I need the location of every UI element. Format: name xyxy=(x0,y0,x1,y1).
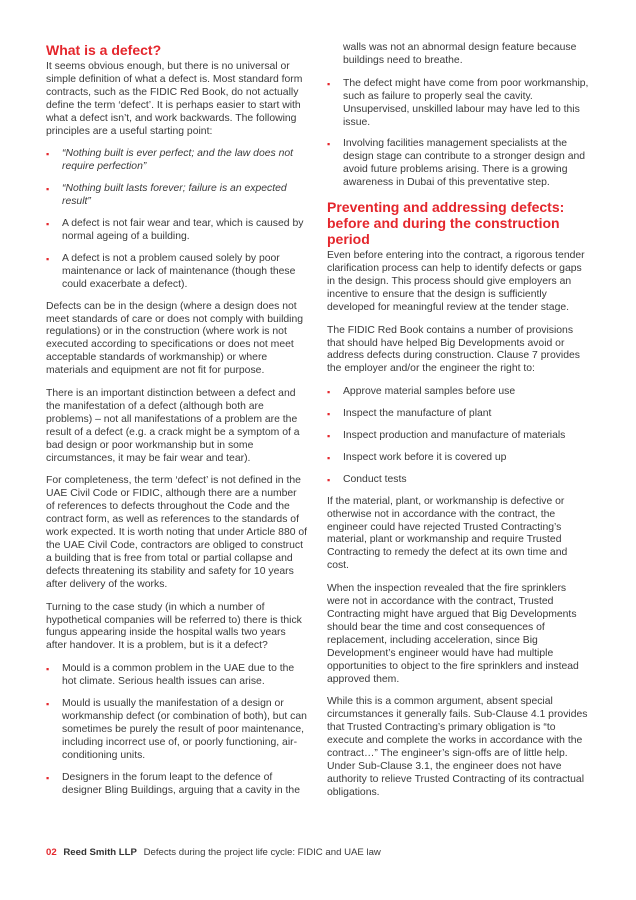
list-item: ▪ Inspect the manufacture of plant xyxy=(327,408,591,421)
paragraph: There is an important distinction between a defect and the manifestation of a defect (although both are problems) – not all manifestations of a problem are the result of a defect (e.g. a crack might be a symptom of a bad design or poor workmanship but in some circumstances, it may be fair wear and tear). xyxy=(46,388,300,464)
case-study-list xyxy=(46,663,308,797)
paragraph: Defects can be in the design (where a design does not meet standards of care or does not comply with building regulations) or in the construction (where work is not executed according to specifications or does not meet acceptable standards of workmanship) or where materials and equipment are not fit for purpose. xyxy=(46,300,304,377)
principles-list xyxy=(46,148,308,291)
list-item: ▪ “Nothing built is ever perfect; and the law does not require perfection” xyxy=(46,148,308,174)
document-title: Defects during the project life cycle: FIDIC and UAE law xyxy=(143,847,381,858)
paragraph: For completeness, the term ‘defect’ is not defined in the UAE Civil Code or FIDIC, although there are a number of references to defects throughout the Code and the contract form, as well as references to the standards of work expected. It is worth noting that under Article 880 of the UAE Civil Code, contractors are obliged to construct a building that is free from total or partial collapse and defects threatening its stability and safety for 10 years after delivery of the works. xyxy=(46,475,308,590)
list-item: ▪ Approve material samples before use xyxy=(327,386,591,399)
intro-paragraph: It seems obvious enough, but there is no universal or simple definition of what a defect is. Most standard form contracts, such as the FIDIC Red Book, do not actually define the term ‘defect’. It is perhaps easier to start with what a defect isn’t, and work backwards. The following principles are a useful starting point: xyxy=(46,61,303,137)
engineer-rights-list xyxy=(327,386,591,487)
paragraph: Even before entering into the contract, a rigorous tender clarification process can help to identify defects or gaps in the design. This process should give employers an incentive to ensure that the design is sufficiently developed for meaningful review at the tender stage. xyxy=(327,250,585,313)
list-item: ▪ “Nothing built lasts forever; failure is an expected result” xyxy=(46,183,308,209)
left-column xyxy=(46,42,308,806)
paragraph: If the material, plant, or workmanship is defective or otherwise not in accordance with the contract, the engineer could have rejected Trusted Contracting’s material, plant or workmanship and require Trusted Contracting to remedy the defect at its own time and cost. xyxy=(327,495,568,572)
section-heading-what-is-a-defect: What is a defect? xyxy=(46,42,162,58)
page-number: 02 xyxy=(46,847,57,858)
list-item: ▪ Mould is a common problem in the UAE due to the hot climate. Serious health issues can arise. xyxy=(46,663,308,689)
paragraph: Turning to the case study (in which a number of hypothetical companies will be referred to) there is thick fungus appearing inside the hospital walls two years after handover. It is a problem, but is it a defect? xyxy=(46,601,302,652)
firm-name: Reed Smith LLP xyxy=(63,847,137,858)
list-item: ▪ Inspect production and manufacture of materials xyxy=(327,430,591,443)
section-heading-preventing-defects: Preventing and addressing defects: before and during the construction period xyxy=(327,199,565,248)
paragraph: When the inspection revealed that the fire sprinklers were not in accordance with the contract, Trusted Contracting might have argued that Big Developments should bear the time and cost consequences of replacement, including acceleration, since Big Development’s engineer would have had multiple opportunities to object to the fire sprinklers and instead approved them. xyxy=(327,583,579,685)
page-footer xyxy=(46,847,381,859)
paragraph: The FIDIC Red Book contains a number of provisions that should have helped Big Developments avoid or address defects during construction. Clause 7 provides the employer and/or the engineer the right to: xyxy=(327,324,580,375)
list-item: ▪ Inspect work before it is covered up xyxy=(327,452,591,465)
list-item: ▪ A defect is not fair wear and tear, which is caused by normal ageing of a building. xyxy=(46,218,308,244)
list-item: ▪ Designers in the forum leapt to the defence of designer Bling Buildings, arguing that a cavity in the xyxy=(46,772,308,798)
list-item: ▪ Involving facilities management specialists at the design stage can contribute to a stronger design and avoid future problems arising. There is a growing awareness in Dubai of this preventative step. xyxy=(327,138,591,190)
list-item: ▪ Conduct tests xyxy=(327,474,591,487)
list-item: ▪ The defect might have come from poor workmanship, such as failure to properly seal the cavity. Unsupervised, unskilled labour may have led to this issue. xyxy=(327,78,591,130)
paragraph: While this is a common argument, absent special circumstances it generally fails. Sub-Clause 4.1 provides that Trusted Contracting’s primary obligation is “to execute and complete the works in accordance with the contract…” The engineer’s sign-offs are of little help. Under Sub-Clause 3.1, the engineer does not have authority to relieve Trusted Contracting of its contractual obligations. xyxy=(327,696,588,798)
right-column xyxy=(327,42,591,810)
list-item: ▪ A defect is not a problem caused solely by poor maintenance or lack of maintenance (though these could exacerbate a defect). xyxy=(46,253,308,292)
list-item: ▪ Mould is usually the manifestation of a design or workmanship defect (or combination of both), but can sometimes be purely the result of poor maintenance, including incorrect use of, or poorly functioning, air-conditioning units. xyxy=(46,698,308,763)
continued-paragraph: walls was not an abnormal design feature because buildings need to breathe. xyxy=(343,42,577,66)
workmanship-list xyxy=(327,78,591,190)
